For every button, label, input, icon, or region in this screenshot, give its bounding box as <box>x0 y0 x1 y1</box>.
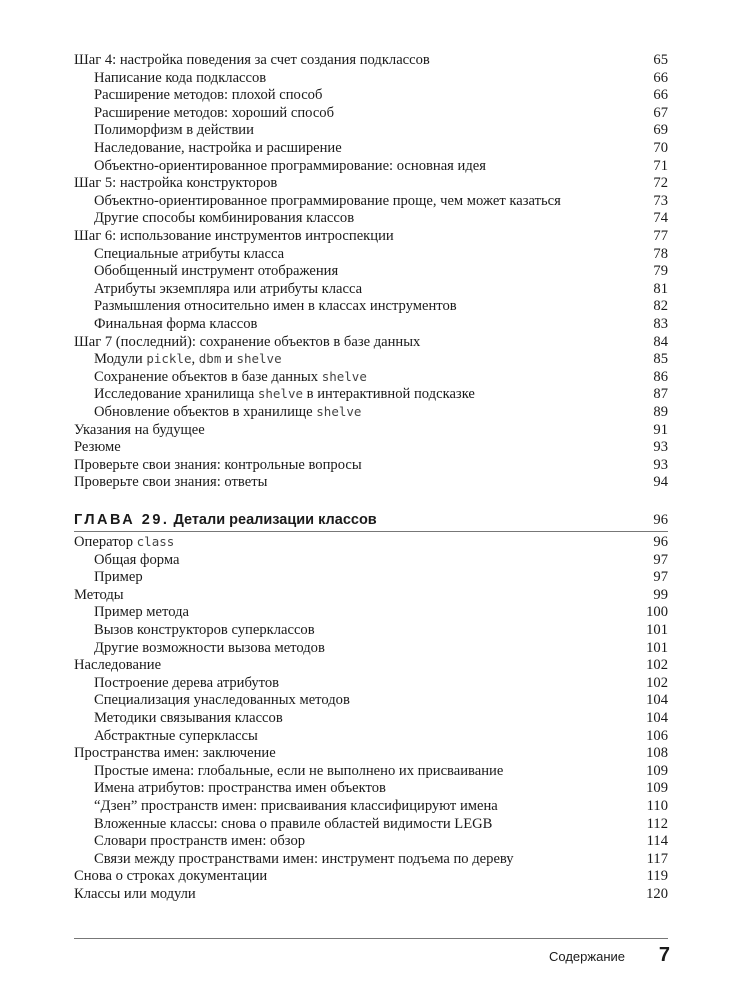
toc-page-number: 102 <box>646 674 668 691</box>
toc-page-number: 93 <box>653 439 668 456</box>
code-term: shelve <box>316 404 362 419</box>
toc-entry-title: Проверьте свои знания: ответы <box>74 474 268 491</box>
toc-page-number: 69 <box>653 122 668 139</box>
toc-entry[interactable] <box>74 744 668 762</box>
toc-page-number: 97 <box>653 569 668 586</box>
toc-subentry[interactable] <box>94 297 668 315</box>
toc-page-number: 77 <box>653 228 668 244</box>
toc-subentry[interactable] <box>94 691 668 709</box>
toc-page-number: 109 <box>646 762 668 779</box>
toc-subentry[interactable] <box>94 157 668 175</box>
toc-entry-title <box>94 368 367 386</box>
toc-page-number: 100 <box>646 604 668 621</box>
title-fragment: Исследование хранилища <box>94 386 258 403</box>
toc-entry[interactable] <box>74 473 668 491</box>
toc-page-number: 70 <box>653 140 668 156</box>
toc-page-number: 78 <box>653 245 668 262</box>
chapter-heading[interactable] <box>74 510 668 530</box>
footer-section-label: Содержание <box>549 949 625 964</box>
toc-subentry[interactable] <box>94 762 668 780</box>
chapter-label: ГЛАВА 29. <box>74 512 170 528</box>
toc-entry-title: Общая форма <box>94 551 180 568</box>
toc-page-number: 119 <box>646 868 668 885</box>
toc-subentry[interactable] <box>94 603 668 621</box>
title-fragment: Обновление объектов в хранилище <box>94 404 317 420</box>
toc-entry-title: Шаг 6: использование инструментов интроспекции <box>74 228 394 244</box>
toc-entry[interactable] <box>74 333 668 351</box>
toc-entry[interactable] <box>74 885 668 903</box>
toc-page-number: 101 <box>646 622 668 638</box>
toc-page-number: 117 <box>646 850 668 867</box>
toc-entry-title: Снова о строках документации <box>74 868 268 885</box>
toc-entry-title: Объектно-ориентированное программирование проще, чем может казаться <box>94 192 561 209</box>
title-fragment: Оператор <box>74 534 137 550</box>
toc-subentry[interactable] <box>94 403 668 421</box>
title-fragment: Модули <box>94 351 147 368</box>
toc-subentry[interactable] <box>94 709 668 727</box>
toc-subentry[interactable] <box>94 815 668 833</box>
code-term: pickle <box>146 351 192 367</box>
toc-subentry[interactable] <box>94 727 668 745</box>
toc-entry-title: Имена атрибутов: пространства имен объектов <box>94 780 386 797</box>
toc-entry-title: Расширение методов: хороший способ <box>94 104 335 121</box>
toc-entry[interactable] <box>74 586 668 604</box>
chapter-divider <box>74 531 668 532</box>
code-term: class <box>136 534 175 549</box>
toc-page-number: 120 <box>646 886 668 902</box>
toc-entry-title: Финальная форма классов <box>94 316 258 332</box>
toc-entry-title <box>94 385 475 403</box>
toc-page-number: 104 <box>646 692 668 709</box>
toc-page-number: 99 <box>653 586 668 603</box>
footer-page-number: 7 <box>658 944 670 966</box>
toc-entry-title: Простые имена: глобальные, если не выполнено их присваивание <box>94 762 504 779</box>
toc-entry-title: Классы или модули <box>74 886 196 902</box>
toc-entry-title: Построение дерева атрибутов <box>94 674 280 691</box>
toc-subentry[interactable] <box>94 245 668 263</box>
toc-page-number: 109 <box>646 780 668 797</box>
toc-entry-title: Расширение методов: плохой способ <box>94 87 323 104</box>
toc-entry-title: Абстрактные суперклассы <box>94 727 258 744</box>
toc-page-number: 96 <box>653 534 668 550</box>
toc-entry[interactable] <box>74 51 668 69</box>
toc-page-number: 79 <box>653 263 668 280</box>
toc-page-number: 73 <box>653 192 668 209</box>
title-fragment: в интерактивной подсказке <box>303 386 475 403</box>
toc-entry-title <box>74 533 174 551</box>
toc-subentry[interactable] <box>94 86 668 104</box>
code-term: shelve <box>236 351 282 367</box>
toc-entry-title: Другие способы комбинирования классов <box>94 210 355 227</box>
toc-entry-title: Атрибуты экземпляра или атрибуты класса <box>94 280 363 297</box>
toc-entry-title: Вложенные классы: снова о правиле областей видимости LEGB <box>94 815 493 832</box>
toc-entry-title: Пространства имен: заключение <box>74 745 276 762</box>
toc-subentry[interactable] <box>94 209 668 227</box>
toc-entry[interactable] <box>74 656 668 674</box>
toc-page-number: 97 <box>653 551 668 568</box>
toc-page-number: 108 <box>646 745 668 762</box>
toc-entry-title: Объектно-ориентированное программирование: основная идея <box>94 157 486 174</box>
toc-entry[interactable] <box>74 533 668 551</box>
toc-page-number: 87 <box>653 386 668 403</box>
toc-subentry[interactable] <box>94 121 668 139</box>
toc-entry-title: “Дзен” пространств имен: присваивания классифицируют имена <box>94 798 498 814</box>
toc-page-number: 74 <box>653 210 668 227</box>
toc-page-number: 66 <box>653 69 668 86</box>
toc-subentry[interactable] <box>94 621 668 639</box>
toc-entry-title <box>94 403 361 421</box>
toc-page-number: 102 <box>646 657 668 674</box>
toc-page-number: 86 <box>653 368 668 385</box>
toc-entry-title: Пример <box>94 569 143 586</box>
chapter-page-number: 96 <box>653 512 668 528</box>
toc-entry-title: Связи между пространствами имен: инструмент подъема по дереву <box>94 850 514 867</box>
toc-entry[interactable] <box>74 867 668 885</box>
toc-page-number: 94 <box>653 474 668 491</box>
toc-entry-title: Наследование, настройка и расширение <box>94 140 342 156</box>
toc-page-number: 110 <box>646 798 668 814</box>
toc-subentry[interactable] <box>94 551 668 569</box>
toc-entry[interactable] <box>74 456 668 474</box>
toc-page-number: 84 <box>653 333 668 350</box>
toc-entry[interactable] <box>74 227 668 245</box>
toc-entry-title: Обобщенный инструмент отображения <box>94 263 339 280</box>
toc-entry-title: Другие возможности вызова методов <box>94 639 325 656</box>
toc-entry-title: Резюме <box>74 439 121 456</box>
toc-entry[interactable] <box>74 438 668 456</box>
title-fragment: Сохранение объектов в базе данных <box>94 368 322 385</box>
toc-entry-title: Специальные атрибуты класса <box>94 245 285 262</box>
toc-subentry[interactable] <box>94 315 668 333</box>
toc-page-number: 82 <box>653 298 668 315</box>
toc-entry-title: Словари пространств имен: обзор <box>94 833 306 850</box>
toc-page-number: 65 <box>653 52 668 68</box>
toc-entry-title <box>94 350 282 368</box>
toc-subentry[interactable] <box>94 568 668 586</box>
toc-subentry[interactable] <box>94 779 668 797</box>
toc-entry-title: Наследование <box>74 657 162 674</box>
toc-subentry[interactable] <box>94 850 668 868</box>
toc-page-number: 91 <box>653 421 668 438</box>
toc-subentry[interactable] <box>94 104 668 122</box>
toc-page-number: 93 <box>653 456 668 473</box>
toc-page-number: 66 <box>653 87 668 104</box>
toc-entry-title: Размышления относительно имен в классах инструментов <box>94 298 457 315</box>
toc-subentry[interactable] <box>94 192 668 210</box>
toc-page-number: 72 <box>653 175 668 192</box>
toc-page-number: 85 <box>653 351 668 368</box>
toc-subentry[interactable] <box>94 385 668 403</box>
toc-entry[interactable] <box>74 421 668 439</box>
toc-page-number: 101 <box>646 639 668 656</box>
toc-entry-title: Шаг 7 (последний): сохранение объектов в базе данных <box>74 333 421 350</box>
toc-page-number: 112 <box>646 815 668 832</box>
code-term: dbm <box>198 351 222 367</box>
toc-subentry[interactable] <box>94 139 668 157</box>
toc-subentry[interactable] <box>94 674 668 692</box>
toc-entry-title: Шаг 4: настройка поведения за счет создания подклассов <box>74 52 430 68</box>
title-fragment: и <box>221 351 237 368</box>
chapter-title: Детали реализации классов <box>173 512 377 528</box>
code-term: shelve <box>321 368 367 384</box>
toc-page-number: 104 <box>646 710 668 726</box>
toc-page-number: 71 <box>653 157 668 174</box>
toc-subentry[interactable] <box>94 797 668 815</box>
title-fragment: , <box>191 351 199 368</box>
toc-entry-title: Вызов конструкторов суперклассов <box>94 622 315 638</box>
toc-subentry[interactable] <box>94 280 668 298</box>
footer-divider <box>74 938 668 939</box>
toc-subentry[interactable] <box>94 639 668 657</box>
toc-page-number: 81 <box>653 280 668 297</box>
toc-subentry[interactable] <box>94 262 668 280</box>
toc-entry-title: Проверьте свои знания: контрольные вопросы <box>74 456 362 473</box>
toc-subentry[interactable] <box>94 69 668 87</box>
toc-entry-title: Методы <box>74 586 124 603</box>
toc-page-number: 67 <box>653 104 668 121</box>
toc-page-number: 83 <box>653 316 668 332</box>
toc-subentry[interactable] <box>94 368 668 386</box>
toc-subentry[interactable] <box>94 350 668 368</box>
toc-entry-title: Шаг 5: настройка конструкторов <box>74 175 278 192</box>
code-term: shelve <box>257 386 304 402</box>
toc-subentry[interactable] <box>94 832 668 850</box>
toc-entry-title: Написание кода подклассов <box>94 69 267 86</box>
toc-page-number: 89 <box>653 404 668 420</box>
toc-page-number: 106 <box>646 727 668 744</box>
toc-entry-title: Полиморфизм в действии <box>94 122 254 139</box>
toc-entry-title: Указания на будущее <box>74 421 205 438</box>
toc-page-number: 114 <box>646 833 668 850</box>
toc-entry[interactable] <box>74 174 668 192</box>
toc-entry-title: Специализация унаследованных методов <box>94 692 350 709</box>
toc-entry-title: Методики связывания классов <box>94 710 283 726</box>
toc-entry-title: Пример метода <box>94 604 189 621</box>
